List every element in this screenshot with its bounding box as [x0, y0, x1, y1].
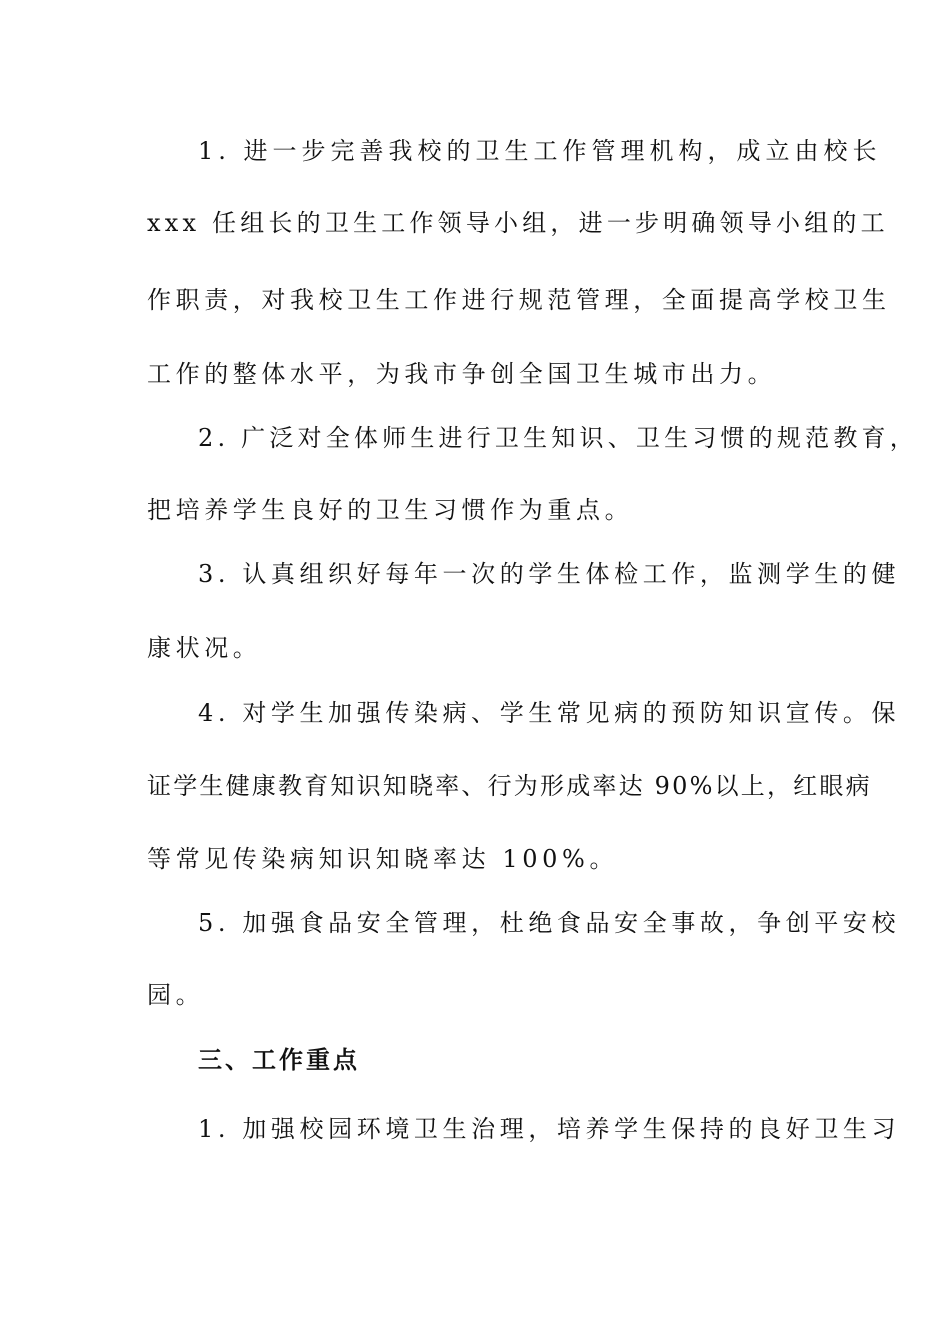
para-5-line-2: 园。 — [147, 981, 205, 1009]
para-2-line-1: 2. 广泛对全体师生进行卫生知识、卫生习惯的规范教育， — [198, 424, 918, 452]
para-1-line-1: 1. 进一步完善我校的卫生工作管理机构，成立由校长 — [198, 137, 882, 165]
para-3-line-2: 康状况。 — [147, 634, 262, 662]
section-heading: 三、工作重点 — [198, 1046, 360, 1074]
para-1-line-4: 工作的整体水平，为我市争创全国卫生城市出力。 — [147, 360, 777, 388]
para-3-line-1: 3. 认真组织好每年一次的学生体检工作，监测学生的健 — [198, 560, 901, 588]
para-1-line-2: xxx 任组长的卫生工作领导小组，进一步明确领导小组的工 — [147, 209, 889, 237]
section-para-1-line-1: 1. 加强校园环境卫生治理，培养学生保持的良好卫生习 — [198, 1115, 901, 1143]
para-2-line-2: 把培养学生良好的卫生习惯作为重点。 — [147, 496, 634, 524]
para-4-line-3: 等常见传染病知识知晓率达 100%。 — [147, 845, 619, 873]
para-4-line-2: 证学生健康教育知识知晓率、行为形成率达 90%以上，红眼病 — [147, 772, 872, 800]
para-1-line-3: 作职责，对我校卫生工作进行规范管理，全面提高学校卫生 — [147, 286, 891, 314]
para-4-line-1: 4. 对学生加强传染病、学生常见病的预防知识宣传。保 — [198, 699, 901, 727]
para-5-line-1: 5. 加强食品安全管理，杜绝食品安全事故，争创平安校 — [198, 909, 901, 937]
